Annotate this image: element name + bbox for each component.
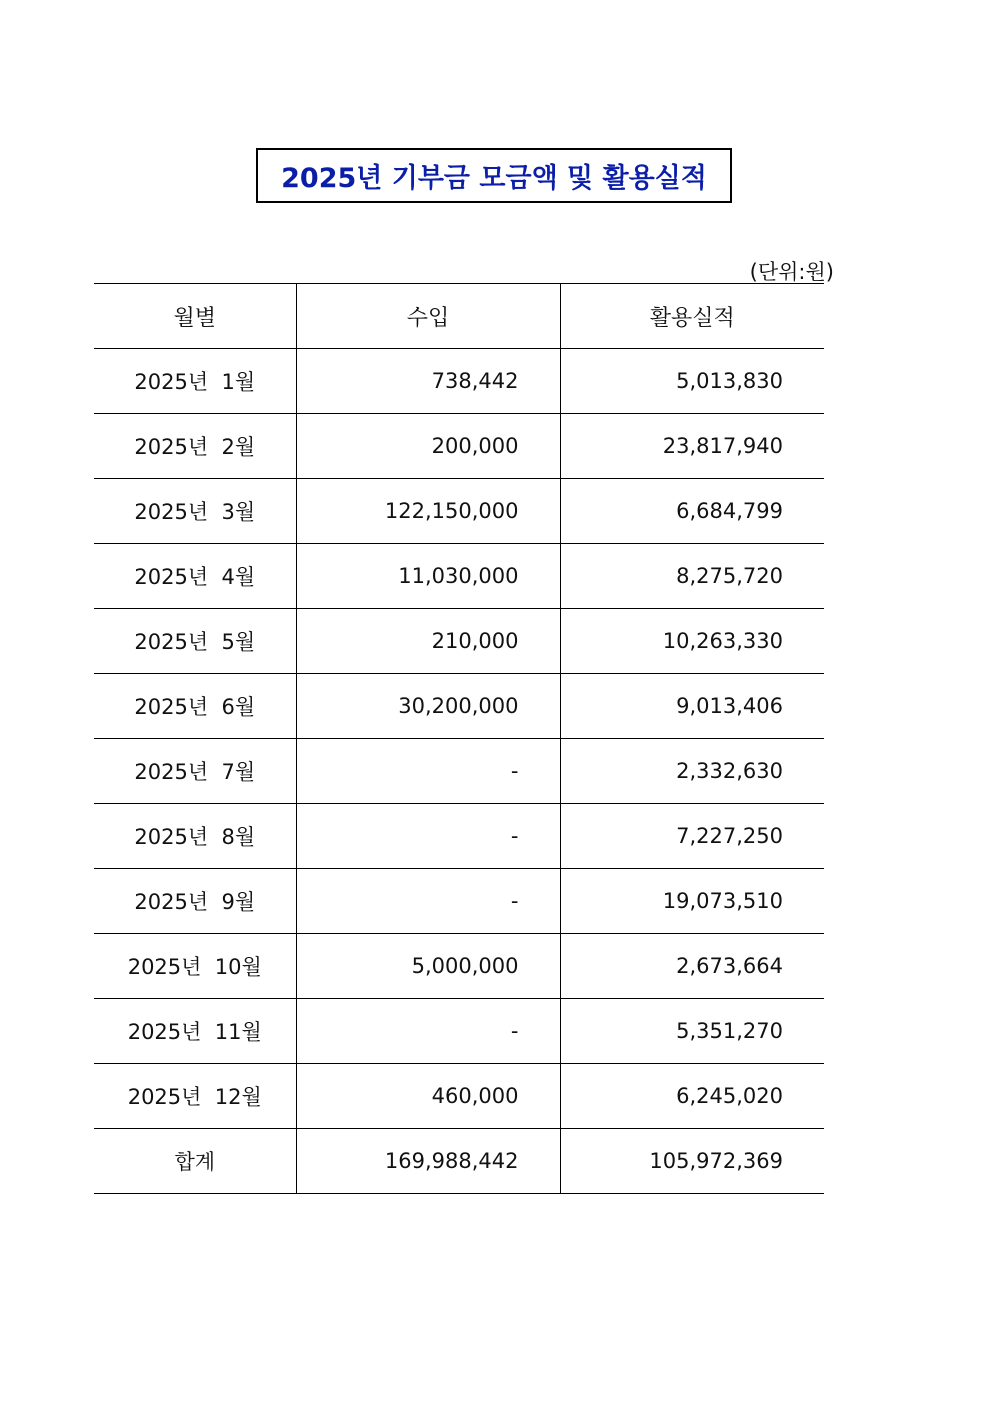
month-cell: 2025년 1월 (94, 349, 296, 414)
table-row (94, 1064, 824, 1129)
month-cell: 2025년 10월 (94, 934, 296, 999)
income-cell: 738,442 (296, 349, 560, 414)
usage-cell: 9,013,406 (560, 674, 824, 739)
table-row (94, 934, 824, 999)
usage-cell: 6,684,799 (560, 479, 824, 544)
month-cell: 2025년 3월 (94, 479, 296, 544)
month-cell: 2025년 6월 (94, 674, 296, 739)
income-cell: 11,030,000 (296, 544, 560, 609)
month-cell: 2025년 5월 (94, 609, 296, 674)
header-usage: 활용실적 (560, 284, 824, 349)
month-cell: 2025년 9월 (94, 869, 296, 934)
usage-cell: 8,275,720 (560, 544, 824, 609)
month-cell: 2025년 2월 (94, 414, 296, 479)
table-row (94, 999, 824, 1064)
total-income: 169,988,442 (296, 1129, 560, 1194)
table-row (94, 739, 824, 804)
usage-cell: 6,245,020 (560, 1064, 824, 1129)
month-cell: 2025년 4월 (94, 544, 296, 609)
usage-cell: 2,673,664 (560, 934, 824, 999)
month-cell: 2025년 8월 (94, 804, 296, 869)
income-cell: - (296, 869, 560, 934)
usage-cell: 5,013,830 (560, 349, 824, 414)
income-cell: 460,000 (296, 1064, 560, 1129)
income-cell: 5,000,000 (296, 934, 560, 999)
table-row (94, 479, 824, 544)
table-row (94, 609, 824, 674)
table-row (94, 544, 824, 609)
income-cell: 122,150,000 (296, 479, 560, 544)
table-total-row (94, 1129, 824, 1194)
income-cell: 200,000 (296, 414, 560, 479)
income-cell: - (296, 804, 560, 869)
income-cell: - (296, 739, 560, 804)
month-cell: 2025년 12월 (94, 1064, 296, 1129)
month-cell: 2025년 7월 (94, 739, 296, 804)
unit-label: (단위:원) (749, 260, 834, 284)
usage-cell: 7,227,250 (560, 804, 824, 869)
income-cell: 210,000 (296, 609, 560, 674)
month-cell: 2025년 11월 (94, 999, 296, 1064)
income-cell: - (296, 999, 560, 1064)
usage-cell: 5,351,270 (560, 999, 824, 1064)
income-cell: 30,200,000 (296, 674, 560, 739)
header-income: 수입 (296, 284, 560, 349)
usage-cell: 2,332,630 (560, 739, 824, 804)
table-row (94, 414, 824, 479)
table-row (94, 804, 824, 869)
usage-cell: 23,817,940 (560, 414, 824, 479)
usage-cell: 10,263,330 (560, 609, 824, 674)
title-box (256, 148, 732, 203)
table-row (94, 674, 824, 739)
donation-table (94, 283, 824, 1194)
total-label: 합계 (94, 1129, 296, 1194)
header-month: 월별 (94, 284, 296, 349)
table-row (94, 349, 824, 414)
page-title: 2025년 기부금 모금액 및 활용실적 (281, 163, 707, 194)
table-row (94, 869, 824, 934)
total-usage: 105,972,369 (560, 1129, 824, 1194)
table-header-row (94, 284, 824, 349)
usage-cell: 19,073,510 (560, 869, 824, 934)
